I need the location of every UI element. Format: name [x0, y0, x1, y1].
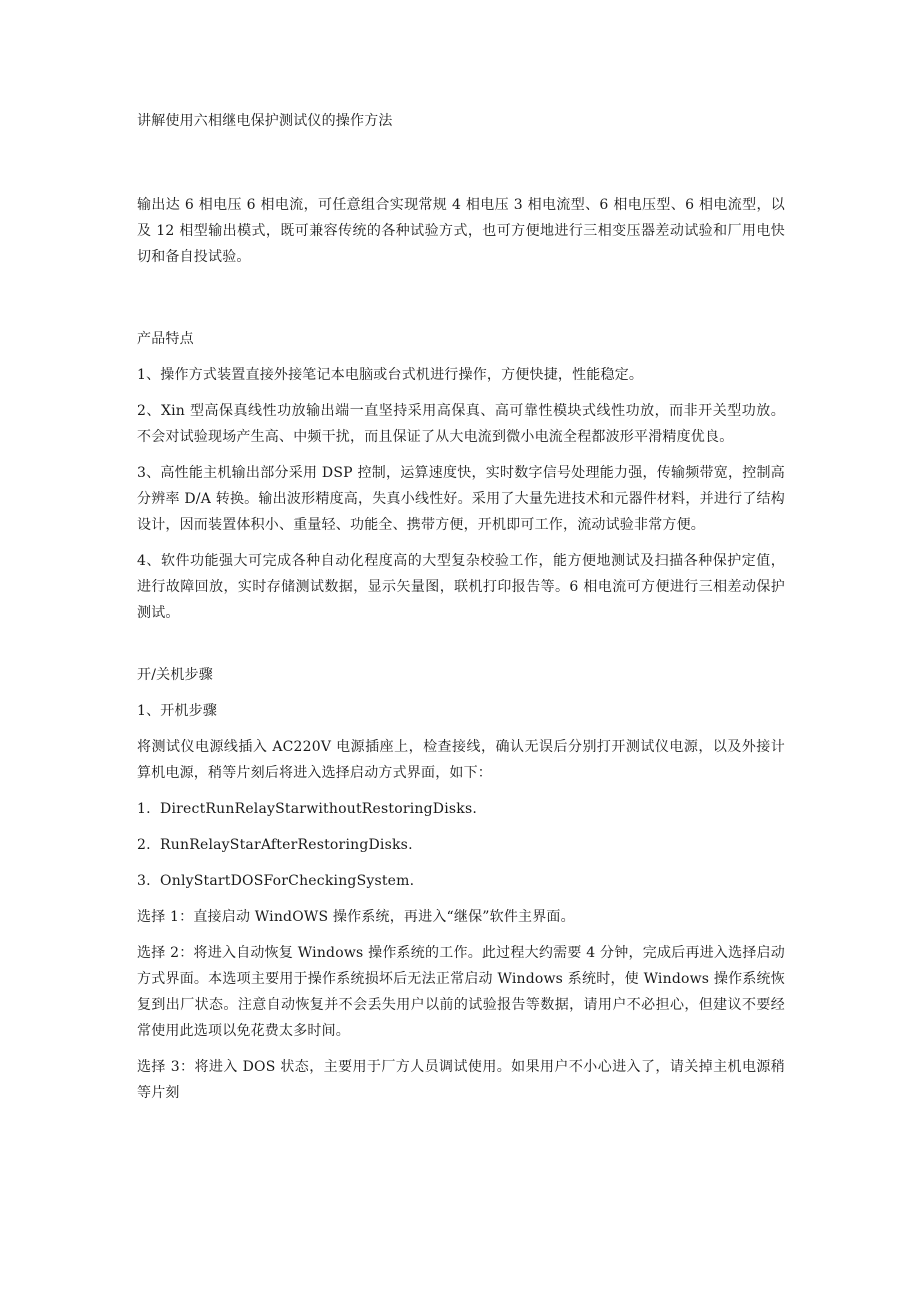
boot-option-3: 3. OnlyStartDOSForCheckingSystem. [137, 873, 415, 889]
features-heading: 产品特点 [137, 331, 194, 347]
document-body [137, 108, 785, 1116]
boot-option-2: 2. RunRelayStarAfterRestoringDisks. [137, 837, 413, 853]
feature-item-1: 1、操作方式装置直接外接笔记本电脑或台式机进行操作，方便快捷，性能稳定。 [137, 367, 644, 383]
choice-2-text: 选择 2：将进入自动恢复 Windows 操作系统的工作。此过程大约需要 4 分钟，完成后再进入选择启动方式界面。本选项主要用于操作系统损坏后无法正常启动 Windows 系统时，使 Windows 操作系统恢复到出厂状态。注意自动恢复并不会丢失用户以前的试验报告等数据，请用户不必担心，但建议不要经常使用此选项以免花费太多时间。 [137, 945, 785, 1039]
feature-item-3: 3、高性能主机输出部分采用 DSP 控制，运算速度快，实时数字信号处理能力强，传输频带宽，控制高分辨率 D/A 转换。输出波形精度高，失真小线性好。采用了大量先进技术和元器件材料，并进行了结构设计，因而装置体积小、重量轻、功能全、携带方便，开机即可工作，流动试验非常方便。 [137, 465, 785, 533]
intro-paragraph: 输出达 6 相电压 6 相电流，可任意组合实现常规 4 相电压 3 相电流型、6 相电压型、6 相电流型，以及 12 相型输出模式，既可兼容传统的各种试验方式，也可方便地进行三相变压器差动试验和厂用电快切和备自投试验。 [137, 197, 785, 265]
steps-heading: 开/关机步骤 [137, 667, 213, 683]
choice-3-text: 选择 3：将进入 DOS 状态，主要用于厂方人员调试使用。如果用户不小心进入了，请关掉主机电源稍等片刻 [137, 1059, 785, 1101]
choice-1-text: 选择 1：直接启动 WindOWS 操作系统，再进入“继保”软件主界面。 [137, 909, 575, 925]
steps-sub-heading: 1、开机步骤 [137, 703, 218, 719]
feature-item-4: 4、软件功能强大可完成各种自动化程度高的大型复杂校验工作，能方便地测试及扫描各种保护定值，进行故障回放，实时存储测试数据，显示矢量图，联机打印报告等。6 相电流可方便进行三相差动保护测试。 [137, 553, 785, 621]
document-title: 讲解使用六相继电保护测试仪的操作方法 [137, 113, 393, 129]
feature-item-2: 2、Xin 型高保真线性功放输出端一直坚持采用高保真、高可靠性模块式线性功放，而非开关型功放。不会对试验现场产生高、中频干扰，而且保证了从大电流到微小电流全程都波形平滑精度优良。 [137, 403, 785, 445]
boot-option-1: 1. DirectRunRelayStarwithoutRestoringDisks. [137, 801, 477, 817]
steps-description: 将测试仪电源线插入 AC220V 电源插座上，检查接线，确认无误后分别打开测试仪电源，以及外接计算机电源，稍等片刻后将进入选择启动方式界面，如下： [137, 739, 785, 781]
